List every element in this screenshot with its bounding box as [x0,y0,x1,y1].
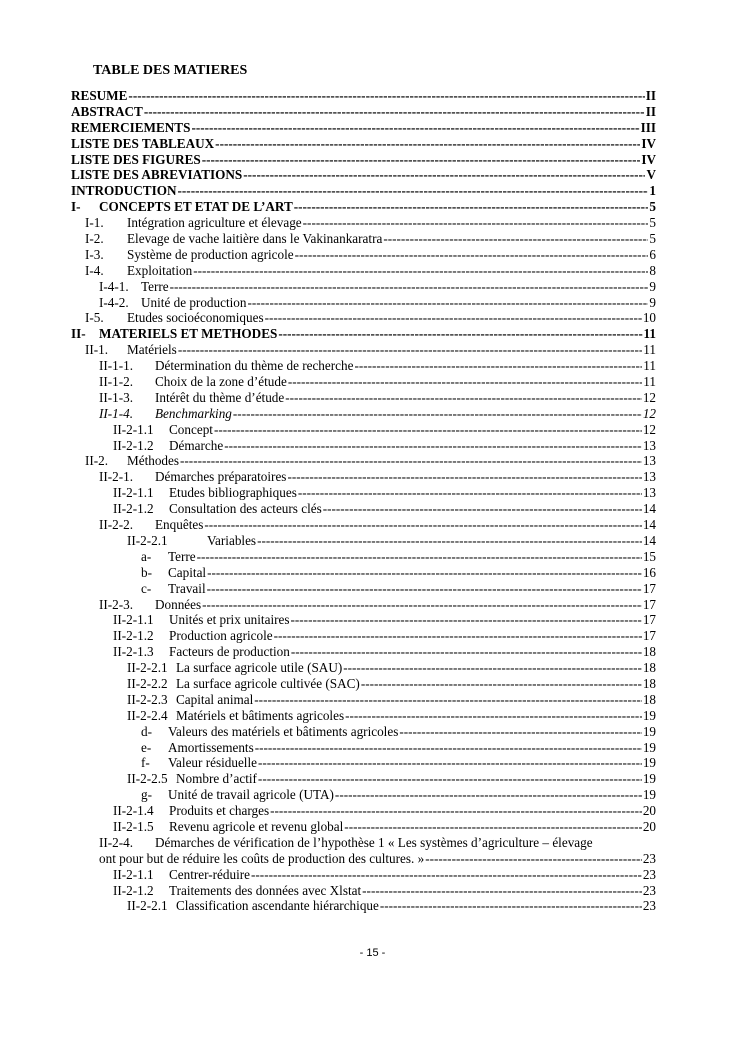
toc-entry[interactable] [71,295,656,311]
dot-leader [257,533,642,549]
dot-leader [265,310,642,326]
toc-entry-page: 17 [642,612,656,628]
dot-leader [202,597,642,613]
toc-entry-title: Produits et charges [169,803,270,819]
dot-leader [214,422,642,438]
toc-entry[interactable] [71,422,656,438]
toc-entry-number: II-2-2.3 [127,691,168,707]
dot-leader [274,628,642,644]
toc-entry-page: 19 [642,787,656,803]
dot-leader [128,88,644,104]
toc-entry[interactable] [71,517,656,533]
toc-entry[interactable] [71,183,656,199]
toc-entry-page: V [646,167,656,183]
toc-entry-title: Capital animal [176,691,254,707]
toc-entry-number: I-3. [85,246,104,262]
dot-leader [345,708,642,724]
toc-entry-page: 17 [642,580,656,596]
toc-entry-title: LISTE DES FIGURES [71,151,201,167]
toc-entry[interactable] [71,167,656,183]
dot-leader [354,358,642,374]
toc-entry-number: II-2-2.2 [127,675,168,691]
toc-entry-page: 14 [642,517,656,533]
toc-entry-title: RESUME [71,88,128,103]
toc-entry[interactable] [71,565,656,581]
toc-entry-number: f- [141,755,150,771]
toc-entry-page: 12 [642,421,656,437]
dot-leader [258,755,642,771]
toc-entry-title: Intérêt du thème d’étude [155,389,285,405]
toc-entry-title: ABSTRACT [71,103,143,119]
toc-entry-number: II-1-3. [99,389,134,405]
dot-leader [251,867,642,883]
toc-entry-title: Choix de la zone d’étude [155,374,287,390]
toc-entry-page: 19 [642,739,656,755]
dot-leader [178,342,642,358]
dot-leader [294,199,649,215]
toc-entry-title: Elevage de vache laitière dans le Vakinankaratra [127,231,383,247]
toc-entry[interactable] [71,692,656,708]
toc-entry[interactable] [71,406,656,422]
toc-entry-number: I-4-2. [99,294,129,310]
toc-entry-title: Facteurs de production [169,644,290,660]
toc-entry[interactable] [71,898,656,914]
toc-entry-number: I-5. [85,310,104,326]
toc-entry[interactable] [71,104,656,120]
toc-entry-title: Méthodes [127,453,180,469]
toc-entry-title: MATERIELS ET METHODES [99,326,278,342]
dot-leader [202,152,641,168]
toc-entry[interactable] [71,120,656,136]
toc-entry-page: 5 [649,231,656,247]
toc-entry-title: Démarche [169,437,224,453]
toc-entry-page: 20 [642,803,656,819]
dot-leader [303,215,649,231]
toc-entry-title: LISTE DES ABREVIATIONS [71,167,243,183]
toc-entry-number: II-2-2. [99,517,134,533]
toc-entry-number: I-4-1. [99,278,129,294]
toc-entry[interactable] [71,199,656,215]
toc-entry-number: II-2-1.3 [113,644,154,660]
table-of-contents [71,88,656,914]
toc-entry[interactable] [71,612,656,628]
toc-entry[interactable] [71,310,656,326]
toc-entry-title: Matériels [127,342,177,358]
toc-entry-title: INTRODUCTION [71,183,177,199]
toc-entry[interactable] [71,88,656,104]
dot-leader [243,167,645,183]
toc-entry-title: Unités et prix unitaires [169,612,290,628]
dot-leader [224,438,642,454]
toc-entry-number: II-2-1.2 [113,882,154,898]
toc-entry[interactable] [71,660,656,676]
toc-entry[interactable] [71,390,656,406]
dot-leader [180,453,642,469]
toc-entry-page: 15 [642,548,656,564]
dot-leader [270,803,642,819]
page-title: TABLE DES MATIERES [93,63,248,78]
dot-leader [425,851,642,867]
toc-entry-number: II-1-1. [99,358,134,374]
toc-entry-title: La surface agricole cultivée (SAC) [176,675,360,691]
toc-entry-number: I-2. [85,231,104,247]
dot-leader [380,898,642,914]
toc-entry-page: 11 [643,374,656,390]
toc-entry-title: Capital [168,564,207,580]
toc-entry-number: II-2-1.1 [113,421,154,437]
toc-entry-number: g- [141,787,152,803]
toc-entry-number: II-2-2.5 [127,771,168,787]
toc-entry-title: Démarches préparatoires [155,469,287,485]
dot-leader [144,104,645,120]
toc-entry-page: 5 [649,199,656,215]
dot-leader [191,120,639,136]
toc-entry[interactable] [71,438,656,454]
dot-leader [362,883,642,899]
toc-entry[interactable] [71,136,656,152]
toc-entry-page: 20 [642,818,656,834]
dot-leader [278,326,642,342]
toc-entry[interactable] [71,469,656,485]
dot-leader [287,469,641,485]
toc-entry[interactable] [71,231,656,247]
toc-entry-page: 11 [643,358,656,374]
toc-entry-number: II-2-1.4 [113,803,154,819]
toc-entry-number: II-2-1.2 [113,628,154,644]
toc-entry[interactable] [71,453,656,469]
toc-entry-title-continued: ont pour but de réduire les coûts de production des cultures. » [99,850,425,866]
toc-entry-title: Enquêtes [155,517,204,533]
dot-leader [291,612,642,628]
toc-entry-title: La surface agricole utile (SAU) [176,660,343,676]
toc-entry[interactable] [71,374,656,390]
toc-entry-page: 19 [642,771,656,787]
page-number: - 15 - [359,947,386,959]
dot-leader [343,660,642,676]
toc-entry-title: Nombre d’actif [176,771,257,787]
toc-entry-number: II-2-1.1 [113,485,154,501]
toc-entry-page: 9 [649,294,656,310]
dot-leader [291,644,642,660]
toc-entry-title: LISTE DES TABLEAUX [71,135,215,151]
toc-entry-page: 18 [642,644,656,660]
toc-entry-title: Exploitation [127,262,193,278]
toc-entry-number: e- [141,739,152,755]
toc-entry-page: 13 [642,469,656,485]
toc-entry-number: II-1. [85,342,109,358]
toc-entry[interactable] [71,215,656,231]
toc-entry[interactable] [71,787,656,803]
dot-leader [204,517,641,533]
dot-leader [335,787,642,803]
toc-entry-page: 19 [642,707,656,723]
dot-leader [383,231,648,247]
dot-leader [207,565,642,581]
toc-entry-page: II [645,88,656,103]
toc-entry[interactable] [71,279,656,295]
toc-entry[interactable] [71,485,656,501]
dot-leader [207,581,642,597]
toc-entry-number: II-2-2.4 [127,707,168,723]
toc-entry[interactable] [71,708,656,724]
toc-entry-number: II-2-2.1 [127,532,168,548]
toc-entry-number: I-4. [85,262,104,278]
dot-leader [197,549,642,565]
toc-entry-number: I- [71,199,81,215]
toc-entry-title: Valeur résiduelle [168,755,257,771]
toc-entry-number: c- [141,580,152,596]
toc-entry-continuation[interactable] [71,851,656,867]
toc-entry[interactable] [71,342,656,358]
dot-leader [399,724,641,740]
dot-leader [178,183,649,199]
toc-entry[interactable] [71,724,656,740]
toc-entry-number: II-1-4. [99,405,134,421]
toc-entry[interactable] [71,326,656,342]
toc-entry-title: Unité de travail agricole (UTA) [168,787,334,803]
toc-entry-page: 8 [649,262,656,278]
toc-entry[interactable] [71,247,656,263]
toc-entry-page: 13 [642,453,656,469]
toc-entry-number: II-2-4. [99,834,134,850]
toc-entry-page: 10 [642,310,656,326]
toc-entry[interactable] [71,549,656,565]
toc-entry-title: Terre [168,548,196,564]
toc-entry-title: Classification ascendante hiérarchique [176,898,379,914]
toc-entry[interactable] [71,533,656,549]
toc-entry[interactable] [71,883,656,899]
toc-entry-title: Benchmarking [155,405,232,421]
toc-entry-title: Concept [169,421,213,437]
toc-entry-title: Variables [207,532,257,548]
dot-leader [295,247,649,263]
toc-entry-page: 12 [642,389,656,405]
toc-entry[interactable] [71,644,656,660]
dot-leader [255,740,642,756]
toc-entry-number: II-2-3. [99,596,134,612]
toc-entry-title: Etudes socioéconomiques [127,310,264,326]
toc-entry[interactable] [71,867,656,883]
toc-entry-title: Terre [141,278,169,294]
toc-entry-page: 5 [649,215,656,231]
toc-entry-page: IV [641,151,656,167]
toc-entry-page: 11 [643,326,656,342]
toc-entry[interactable] [71,755,656,771]
dot-leader [288,374,642,390]
toc-entry-title: Intégration agriculture et élevage [127,215,302,231]
toc-entry-title: Production agricole [169,628,273,644]
toc-entry-page: 18 [642,691,656,707]
toc-entry-number: II-2-1. [99,469,134,485]
toc-entry[interactable] [71,676,656,692]
toc-entry-number: II-2-1.2 [113,501,154,517]
toc-entry-page: 16 [642,564,656,580]
toc-entry-number: II-1-2. [99,374,134,390]
toc-entry-title: Consultation des acteurs clés [169,501,322,517]
dot-leader [344,819,642,835]
toc-entry[interactable] [71,628,656,644]
toc-entry-page: III [640,119,656,135]
toc-entry-title: Données [155,596,202,612]
toc-entry-number: II-2-1.1 [113,612,154,628]
dot-leader [323,501,642,517]
toc-entry-page: 1 [649,183,656,199]
dot-leader [254,692,642,708]
toc-entry-number: II-2-2.1 [127,660,168,676]
toc-entry-page: 9 [649,278,656,294]
toc-entry[interactable] [71,152,656,168]
toc-entry[interactable] [71,597,656,613]
dot-leader [285,390,642,406]
dot-leader [215,136,640,152]
toc-entry-number: b- [141,564,152,580]
toc-entry-title: Unité de production [141,294,247,310]
toc-entry-title: Détermination du thème de recherche [155,358,354,374]
toc-entry-page: 14 [642,501,656,517]
toc-entry-page: 23 [642,866,656,882]
toc-entry[interactable] [71,501,656,517]
toc-entry-title: Revenu agricole et revenu global [169,818,344,834]
toc-entry[interactable] [71,263,656,279]
toc-entry[interactable] [71,835,656,851]
toc-entry-title: CONCEPTS ET ETAT DE L’ART [99,199,293,215]
toc-entry-number: II-2. [85,453,109,469]
toc-entry[interactable] [71,819,656,835]
toc-entry-title: Travail [168,580,206,596]
toc-entry-page: 17 [642,628,656,644]
toc-entry-number: II-2-1.5 [113,818,154,834]
dot-leader [361,676,642,692]
toc-entry-page: 23 [642,882,656,898]
toc-entry[interactable] [71,771,656,787]
toc-entry-number: I-1. [85,215,104,231]
toc-entry-page: 6 [649,246,656,262]
toc-entry-number: II-2-1.1 [113,866,154,882]
toc-entry-number: a- [141,548,152,564]
dot-leader [298,485,642,501]
toc-entry[interactable] [71,803,656,819]
toc-entry-title: Centrer-réduire [169,866,251,882]
toc-entry-page: II [645,103,656,119]
toc-entry-number: II-2-1.2 [113,437,154,453]
dot-leader [258,771,642,787]
toc-entry-page: 19 [642,723,656,739]
toc-entry-title: Traitements des données avec Xlstat [169,882,362,898]
toc-entry-page: 12 [642,405,656,421]
toc-entry-page: 23 [642,898,656,914]
toc-entry-title: Système de production agricole [127,246,294,262]
toc-entry-number: II- [71,326,86,342]
toc-entry[interactable] [71,358,656,374]
toc-entry-page: 17 [642,596,656,612]
toc-entry-page: 13 [642,485,656,501]
toc-entry-title: Démarches de vérification de l’hypothèse 1 « Les systèmes d’agriculture – élevage [155,834,593,850]
dot-leader [247,295,648,311]
toc-entry[interactable] [71,581,656,597]
toc-entry-number: II-2-2.1 [127,898,168,914]
dot-leader [193,263,648,279]
toc-entry-page: 14 [642,532,656,548]
toc-entry-title: Matériels et bâtiments agricoles [176,707,345,723]
toc-entry-page: 19 [642,755,656,771]
toc-entry-page: 23 [642,850,656,866]
toc-entry-title: Amortissements [168,739,254,755]
toc-entry-title: Valeurs des matériels et bâtiments agricoles [168,723,399,739]
toc-entry-page: 18 [642,675,656,691]
toc-entry-number: d- [141,723,152,739]
toc-entry-page: IV [641,135,656,151]
dot-leader [233,406,642,422]
toc-entry[interactable] [71,740,656,756]
toc-entry-page: 13 [642,437,656,453]
toc-entry-title: Etudes bibliographiques [169,485,297,501]
toc-entry-title: REMERCIEMENTS [71,119,191,135]
toc-entry-page: 18 [642,660,656,676]
dot-leader [170,279,649,295]
toc-entry-page: 11 [643,342,656,358]
